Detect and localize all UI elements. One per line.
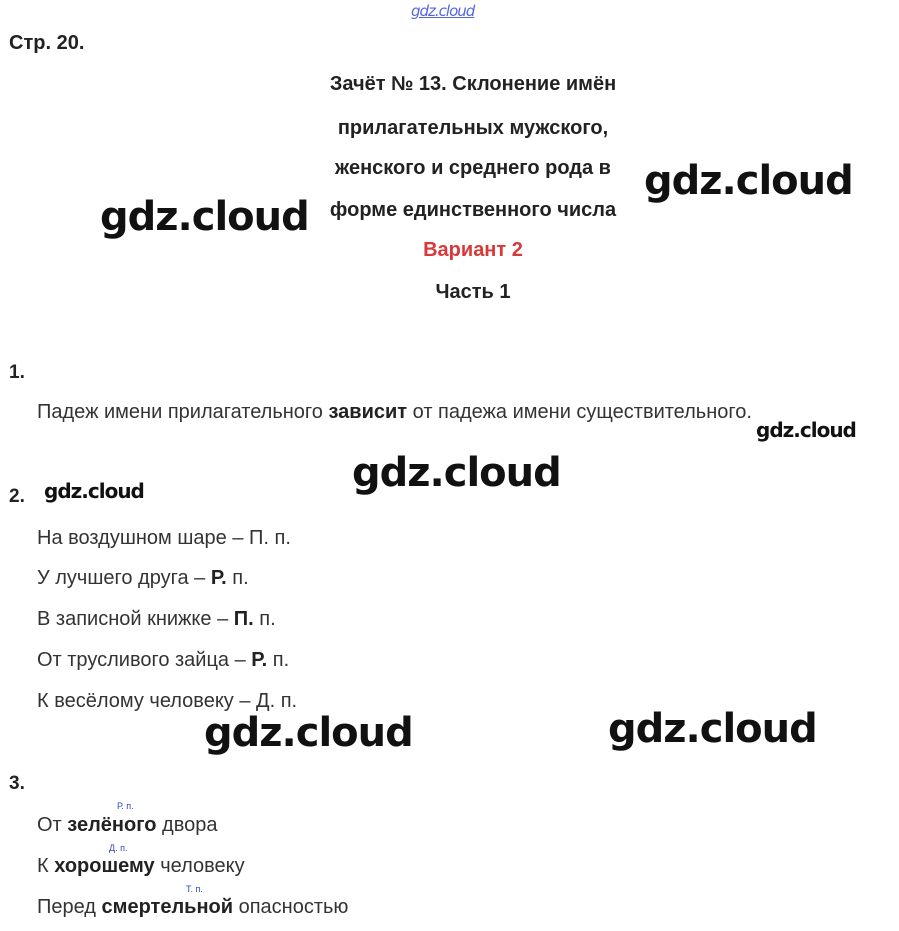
answer-1 [37,401,752,424]
case: п. [253,608,276,630]
answer-2-item [37,567,249,590]
title-line-2: прилагательных мужского, [337,117,609,139]
question-number-3: 3. [9,773,25,794]
post: двора [156,814,218,836]
case: п. [226,567,249,589]
watermark: gdz.cloud [352,450,561,496]
adjective: хорошему [54,855,155,877]
watermark: gdz.cloud [608,706,817,752]
case-note: Р. п. [117,801,134,811]
phrase: На воздушном шаре – [37,527,249,549]
pre: Перед [37,896,102,918]
answer-1-post: от падежа имени существительного. [407,401,752,423]
answer-1-bold: зависит [328,401,408,423]
answer-2-item [37,527,291,550]
answer-3-item [37,814,218,837]
title-line-1: Зачёт № 13. Склонение имён [329,73,617,95]
page-number: Стр. 20. [9,32,85,54]
post: человеку [154,855,245,877]
answer-1-pre: Падеж имени прилагательного [37,401,329,423]
watermark-top: gdz.cloud [411,2,475,20]
watermark: gdz.cloud [44,479,144,503]
case-bold: П. [233,608,254,630]
phrase: В записной книжке – [37,608,234,630]
watermark: gdz.cloud [756,418,856,442]
watermark: gdz.cloud [204,710,413,756]
answer-2-item [37,690,297,713]
part-heading: Часть 1 [435,281,511,303]
answer-2-item [37,608,276,631]
case-note: Д. п. [109,843,128,853]
case: п. [267,649,290,671]
watermark: gdz.cloud [100,194,309,240]
post: опасностью [233,896,349,918]
answer-2-item [37,649,289,672]
answer-3-item [37,855,245,878]
phrase: К весёлому человеку – [37,690,257,712]
watermark: gdz.cloud [644,158,853,204]
phrase: От трусливого зайца – [37,649,252,671]
case-bold: Р. [210,567,227,589]
case-bold: Р. [251,649,268,671]
question-number-1: 1. [9,362,25,383]
adjective: зелёного [67,814,157,836]
title-line-3: женского и среднего рода в [335,157,611,179]
case-note: Т. п. [186,884,203,894]
adjective: смертельной [101,896,234,918]
question-number-2: 2. [9,486,25,507]
case: П. п. [249,527,291,549]
answer-3-item [37,896,348,919]
pre: К [37,855,55,877]
title-line-4: форме единственного числа [329,199,617,221]
variant-heading: Вариант 2 [423,239,523,261]
phrase: У лучшего друга – [37,567,211,589]
case: Д. п. [256,690,298,712]
pre: От [37,814,68,836]
